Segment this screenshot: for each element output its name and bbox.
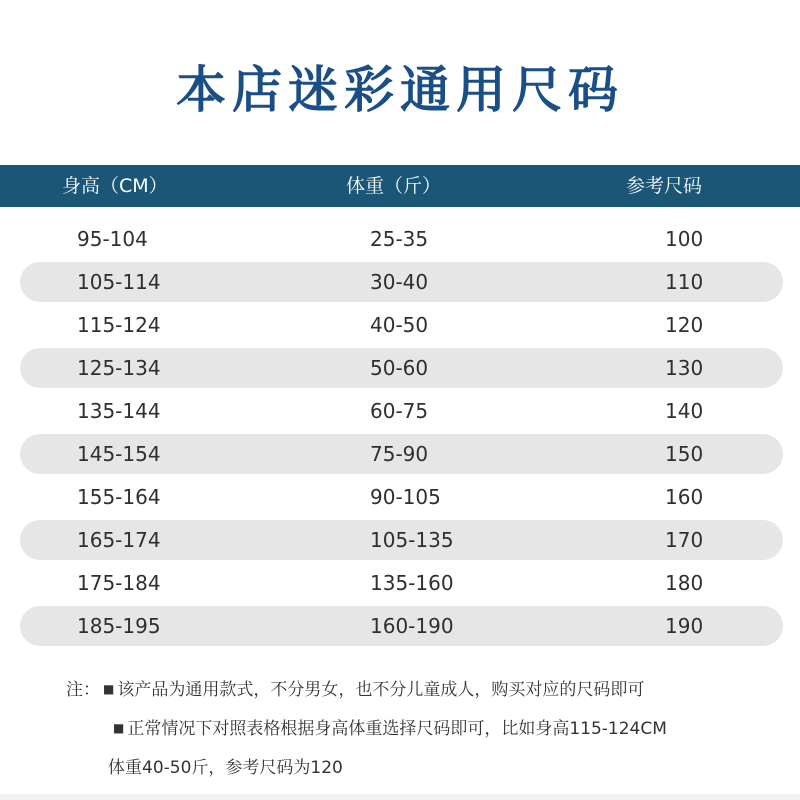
cell-size: 130	[665, 356, 704, 380]
table-row	[20, 219, 783, 259]
table-row	[20, 477, 783, 517]
note-text-3: 体重40-50斤，参考尺码为120	[108, 758, 343, 778]
cell-weight: 30-40	[370, 270, 429, 294]
cell-weight: 50-60	[370, 356, 429, 380]
cell-height: 135-144	[77, 399, 161, 423]
cell-size: 180	[665, 571, 704, 595]
cell-height: 155-164	[77, 485, 161, 509]
cell-size: 160	[665, 485, 704, 509]
note-text-1: 该产品为通用款式，不分男女，也不分儿童成人，购买对应的尺码即可	[117, 680, 645, 700]
table-row	[20, 563, 783, 603]
cell-weight: 25-35	[370, 227, 429, 251]
cell-height: 165-174	[77, 528, 161, 552]
cell-height: 145-154	[77, 442, 161, 466]
table-row	[20, 606, 783, 646]
cell-weight: 160-190	[370, 614, 454, 638]
cell-weight: 75-90	[370, 442, 429, 466]
cell-size: 140	[665, 399, 704, 423]
table-row	[20, 434, 783, 474]
cell-height: 105-114	[77, 270, 161, 294]
note-text-2: 正常情况下对照表格根据身高体重选择尺码即可，比如身高115-124CM	[127, 719, 667, 739]
cell-size: 170	[665, 528, 704, 552]
note-line-2	[110, 716, 667, 741]
note-line-1	[66, 677, 644, 702]
cell-weight: 135-160	[370, 571, 454, 595]
cell-size: 150	[665, 442, 704, 466]
note-prefix: 注：	[66, 680, 100, 700]
page-title: 本店迷彩通用尺码	[176, 61, 624, 119]
cell-size: 120	[665, 313, 704, 337]
table-row	[20, 305, 783, 345]
table-row	[20, 262, 783, 302]
header-size: 参考尺码	[626, 175, 703, 197]
cell-weight: 60-75	[370, 399, 429, 423]
bullet-icon: ■	[103, 682, 115, 696]
cell-weight: 105-135	[370, 528, 454, 552]
bottom-divider	[0, 794, 800, 800]
cell-height: 175-184	[77, 571, 161, 595]
cell-weight: 90-105	[370, 485, 441, 509]
cell-height: 125-134	[77, 356, 161, 380]
cell-height: 115-124	[77, 313, 161, 337]
cell-height: 185-195	[77, 614, 161, 638]
bullet-icon: ■	[113, 721, 125, 735]
cell-size: 100	[665, 227, 704, 251]
cell-height: 95-104	[77, 227, 148, 251]
header-weight: 体重（斤）	[346, 175, 442, 197]
cell-weight: 40-50	[370, 313, 429, 337]
header-height: 身高（CM）	[62, 175, 168, 197]
table-row	[20, 348, 783, 388]
table-row	[20, 391, 783, 431]
table-row	[20, 520, 783, 560]
cell-size: 110	[665, 270, 704, 294]
cell-size: 190	[665, 614, 704, 638]
table-header	[0, 165, 800, 207]
note-line-3	[108, 756, 343, 780]
